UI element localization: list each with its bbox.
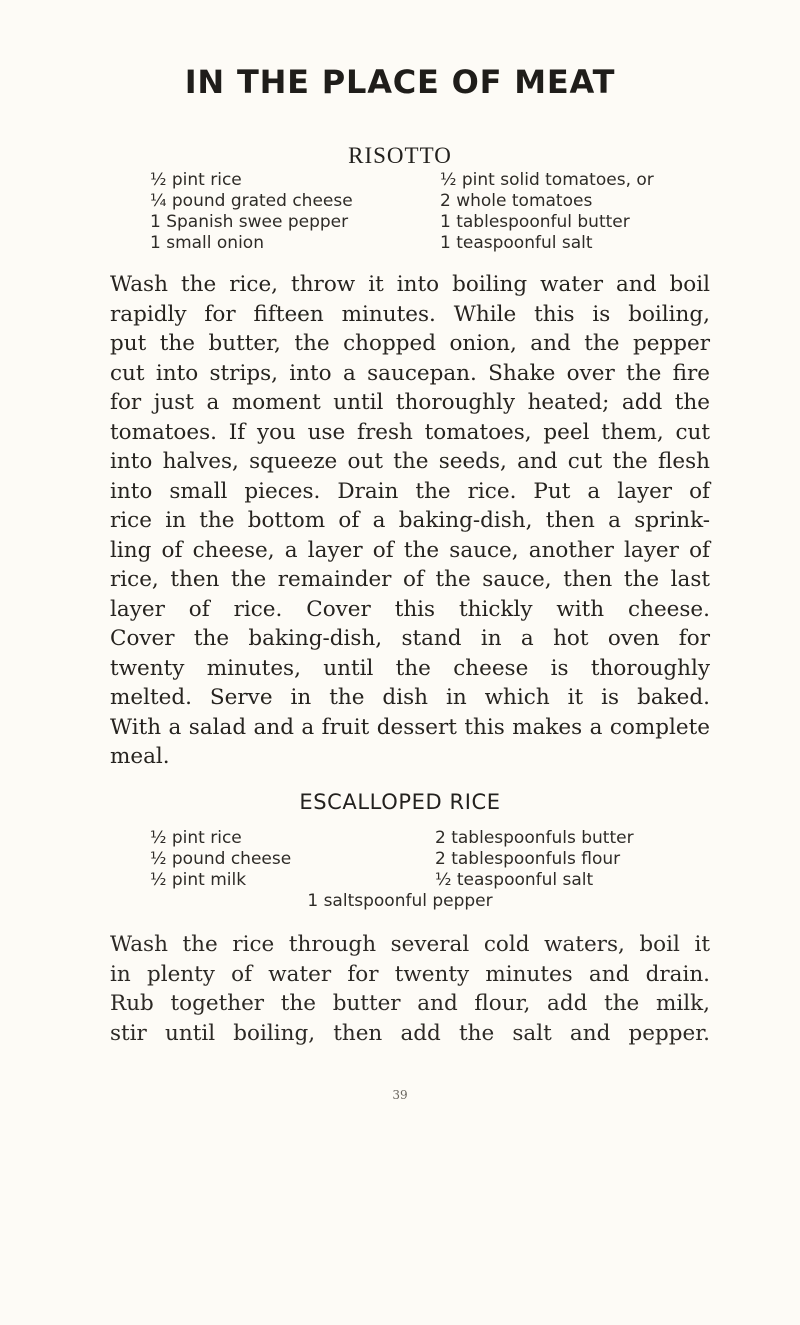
ingredient-item: ½ teaspoonful salt (435, 870, 594, 890)
instruction-line: into halves, squeeze out the seeds, and cut the flesh (110, 449, 710, 474)
ingredient-item-centered: 1 saltspoonful pepper (307, 891, 493, 911)
ingredient-item: ½ pint rice (150, 170, 242, 190)
instruction-line: Cover the baking-dish, stand in a hot oven for (110, 626, 710, 651)
escalloped-ingredients-right (435, 828, 634, 891)
risotto-instructions (110, 270, 710, 772)
instruction-line: for just a moment until thoroughly heated; add the (110, 390, 710, 415)
instruction-line: melted. Serve in the dish in which it is baked. (110, 685, 710, 710)
ingredient-item: ½ pound cheese (150, 849, 292, 869)
escalloped-rice-ingredients (150, 828, 670, 928)
instruction-line: With a salad and a fruit dessert this makes a complete (110, 714, 710, 740)
instruction-line: into small pieces. Drain the rice. Put a layer of (110, 478, 710, 504)
ingredient-item: 1 small onion (150, 233, 264, 253)
ingredient-item: 2 whole tomatoes (440, 191, 593, 211)
instruction-line: stir until boiling, then add the salt and pepper. (110, 1020, 710, 1046)
ingredient-item: 1 teaspoonful salt (440, 233, 593, 253)
instruction-line: ling of cheese, a layer of the sauce, another layer of (110, 537, 710, 563)
risotto-ingredients (150, 170, 670, 260)
instruction-line: twenty minutes, until the cheese is thoroughly (110, 655, 710, 681)
escalloped-rice-title: ESCALLOPED RICE (299, 790, 501, 814)
ingredient-item: 1 Spanish swee pepper (150, 212, 349, 232)
instruction-line: in plenty of water for twenty minutes and drain. (110, 961, 710, 987)
risotto-ingredients-right (440, 170, 654, 254)
ingredient-item: ½ pint solid tomatoes, or (440, 170, 654, 190)
instruction-line: rice in the bottom of a baking-dish, then a sprink- (110, 508, 710, 533)
ingredient-item: ½ pint milk (150, 870, 247, 890)
ingredient-item: 1 tablespoonful butter (440, 212, 630, 232)
page-number: 39 (392, 1088, 408, 1102)
escalloped-ingredients-left (150, 828, 291, 891)
ingredient-item: ½ pint rice (150, 828, 242, 848)
escalloped-rice-instructions (110, 930, 710, 1048)
instruction-line: Wash the rice, throw it into boiling water and boil (110, 272, 710, 297)
instruction-line: Wash the rice through several cold waters, boil it (110, 932, 710, 957)
risotto-title: RISOTTO (348, 143, 452, 168)
instruction-line: meal. (110, 744, 170, 769)
instruction-line: rapidly for fifteen minutes. While this is boiling, (110, 301, 710, 327)
instruction-line: layer of rice. Cover this thickly with cheese. (110, 596, 710, 622)
instruction-line: cut into strips, into a saucepan. Shake over the fire (110, 360, 710, 386)
page-title: IN THE PLACE OF MEAT (184, 63, 616, 101)
ingredient-item: 2 tablespoonfuls flour (435, 849, 621, 869)
ingredient-item: ¼ pound grated cheese (150, 191, 353, 211)
instruction-line: tomatoes. If you use fresh tomatoes, peel them, cut (110, 419, 710, 445)
instruction-line: Rub together the butter and flour, add the milk, (110, 991, 710, 1016)
instruction-line: put the butter, the chopped onion, and the pepper (110, 331, 710, 356)
ingredient-item: 2 tablespoonfuls butter (435, 828, 634, 848)
instruction-line: rice, then the remainder of the sauce, then the last (110, 567, 710, 592)
risotto-ingredients-left (150, 170, 353, 254)
